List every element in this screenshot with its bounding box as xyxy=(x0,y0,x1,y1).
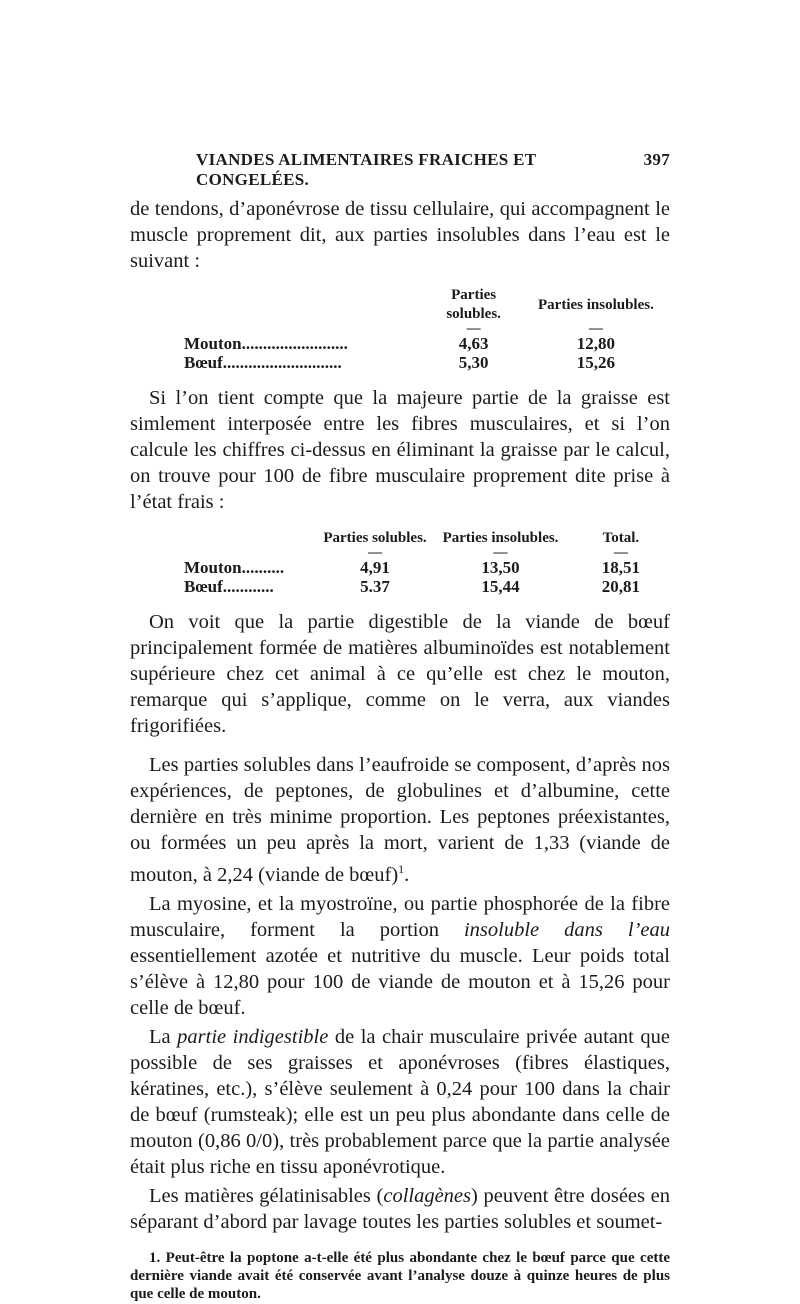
paragraph-7-text-a: Les matières gélatinisables ( xyxy=(149,1184,384,1207)
cell-insolubles: 12,80 xyxy=(576,334,616,353)
table-2-header-insolubles: Parties insolubles. xyxy=(442,530,559,546)
cell-solubles: 5,30 xyxy=(458,353,489,372)
row-label: Mouton.......... xyxy=(184,558,285,577)
table-row xyxy=(184,334,670,353)
cell-solubles: 5.37 xyxy=(360,577,390,596)
paragraph-5 xyxy=(130,891,670,1021)
paragraph-6-text-b: de la chair musculaire privée autant que possible de ses graisses et aponévroses (fibres élastiques, kératines, etc.), s’élève seulement à 0,24 pour 100 dans la chair de bœuf (rumsteak); elle est un peu plus abondante dans celle de mouton (0,86 0/0), très probablement parce que la partie analysée était plus riche en tissu aponévrotique. xyxy=(130,1025,670,1178)
table-1-header-row xyxy=(184,286,670,324)
paragraph-2: Si l’on tient compte que la majeure partie de la graisse est simlement interposée entre les fibres musculaires, et si l’on calcule les chiffres ci-dessus en éliminant la graisse par le calcul, on trouve pour 100 de fibre musculaire proprement dite prise à l’état frais : xyxy=(130,387,670,513)
footnote-text: 1. Peut-être la poptone a-t-elle été plus abondante chez le bœuf parce que cette dernière viande avait été conservée avant l’analyse douze à quinze heures de plus que celle de mouton. xyxy=(130,1249,670,1302)
cell-total: 20,81 xyxy=(601,577,641,596)
paragraph-7-text-b: ) peuvent être dosées en séparant d’abord par lavage toutes les parties solubles et soumet- xyxy=(130,1184,670,1233)
cell-solubles: 4,91 xyxy=(360,558,390,577)
table-1-dash-row xyxy=(184,324,670,334)
paragraph-3: On voit que la partie digestible de la viande de bœuf principalement formée de matières albuminoïdes est notablement supérieure chez cet animal à ce qu’elle est chez le mouton, remarque qui s’applique, comme on le verra, aux viandes frigorifiées. xyxy=(130,611,670,737)
paragraph-4-text: Les parties solubles dans l’eaufroide se composent, d’après nos expériences, de peptones, de globulines et d’albumine, cette dernière en très minime proportion. Les peptones préexistantes, ou formées un peu après la mort, varient de 1,33 (viande de mouton, à 2,24 (viande de bœuf) xyxy=(130,754,670,886)
page xyxy=(130,150,670,1303)
row-label: Bœuf............................ xyxy=(184,353,342,372)
paragraph-5-emphasis: insoluble dans l’eau xyxy=(463,918,671,941)
paragraph-6-emphasis: partie indigestible xyxy=(177,1025,329,1048)
footnote-ref: 1 xyxy=(398,862,405,876)
paragraph-4-end: . xyxy=(404,863,410,886)
dash-mark: — xyxy=(613,545,628,560)
table-1 xyxy=(184,286,670,372)
table-row xyxy=(184,353,670,372)
table-1-header-solubles: Parties solubles. xyxy=(446,287,501,322)
cell-insolubles: 15,26 xyxy=(576,353,616,372)
table-2-header-row xyxy=(184,529,670,548)
cell-total: 18,51 xyxy=(601,558,641,577)
dash-mark: — xyxy=(493,545,508,560)
table-row xyxy=(184,577,670,596)
table-2-header-solubles: Parties solubles. xyxy=(323,530,427,546)
table-2-header-total: Total. xyxy=(602,530,640,546)
cell-insolubles: 15,44 xyxy=(481,577,520,596)
paragraph-7-emphasis: collagènes xyxy=(383,1184,472,1207)
table-1-header-insolubles: Parties insolubles. xyxy=(538,296,654,313)
row-label: Bœuf............ xyxy=(184,577,274,596)
table-2-dash-row xyxy=(184,548,670,558)
row-label: Mouton......................... xyxy=(184,334,348,353)
dash-mark: — xyxy=(588,321,603,336)
paragraph-1: de tendons, d’aponévrose de tissu cellulaire, qui accompagnent le muscle proprement dit, aux parties insolubles dans l’eau est le suivant : xyxy=(130,198,670,272)
running-title: VIANDES ALIMENTAIRES FRAICHES ET CONGELÉES. xyxy=(196,150,537,189)
footnote xyxy=(130,1249,670,1303)
paragraph-5-text-a: La myosine, et la myostroïne, ou partie phosphorée de la fibre musculaire, forment la portion xyxy=(130,892,670,941)
paragraph-7 xyxy=(130,1183,670,1235)
paragraph-4 xyxy=(130,752,670,888)
paragraph-6-text-a: La xyxy=(149,1025,178,1048)
dash-mark: — xyxy=(368,545,383,560)
dash-mark: — xyxy=(466,321,481,336)
table-row xyxy=(184,558,670,577)
paragraph-6 xyxy=(130,1024,670,1180)
table-2 xyxy=(184,529,670,596)
page-number: 397 xyxy=(643,150,670,169)
running-header xyxy=(130,150,670,190)
cell-insolubles: 13,50 xyxy=(481,558,520,577)
cell-solubles: 4,63 xyxy=(458,334,489,353)
paragraph-5-text-b: essentiellement azotée et nutritive du muscle. Leur poids total s’élève à 12,80 pour 100 de viande de mouton et à 15,26 pour celle de bœuf. xyxy=(130,944,670,1019)
